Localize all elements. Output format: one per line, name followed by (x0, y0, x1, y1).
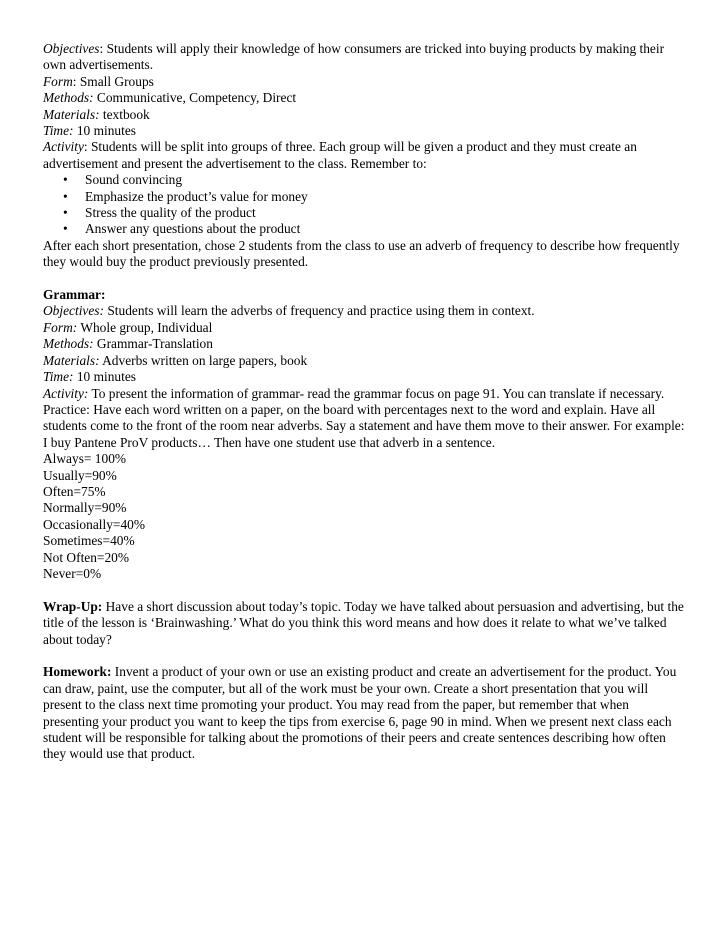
bullet-icon: • (63, 172, 68, 188)
form-label: Form: (43, 319, 78, 335)
adverb-line: Always= 100% (43, 451, 127, 467)
intro-activity (43, 139, 688, 172)
list-item (43, 172, 688, 188)
activity-text: To present the information of grammar- read the grammar focus on page 91. You can translate if necessary. Practice: Have each word written on a paper, on the board with percentages next to the word and explain. Have all students come to the front of the room near adverbs. Say a statement and have them move to their answer. For example: I buy Pantene ProV products… Then have one student use that adverb in a sentence. (43, 385, 685, 450)
activity-text: : Students will be split into groups of three. Each group will be given a product and they must create an advertisement and present the advertisement to the class. Remember to: (43, 139, 637, 171)
adverb-line: Occasionally=40% (43, 516, 145, 532)
grammar-methods (43, 336, 688, 352)
time-label: Time: (43, 369, 74, 385)
grammar-time (43, 369, 688, 385)
grammar-form (43, 320, 688, 336)
spacer (43, 648, 688, 664)
list-item-text: Emphasize the product’s value for money (85, 188, 308, 204)
document-content (43, 41, 688, 763)
intro-form (43, 74, 688, 90)
time-label: Time: (43, 123, 74, 139)
homework-label: Homework: (43, 664, 112, 680)
time-text: 10 minutes (73, 123, 137, 139)
spacer (43, 271, 688, 287)
intro-after-text: After each short presentation, chose 2 students from the class to use an adverb of frequency to describe how frequently they would buy the product previously presented. (43, 237, 680, 270)
objectives-text: : Students will apply their knowledge of how consumers are tricked into buying products by making their own advertisements. (43, 41, 665, 73)
spacer (43, 582, 688, 598)
list-item (43, 205, 688, 221)
adverb-line: Usually=90% (43, 467, 117, 483)
wrapup-paragraph (43, 599, 688, 648)
adverb-line: Normally=90% (43, 500, 127, 516)
wrapup-text: Have a short discussion about today’s topic. Today we have talked about persuasion and advertising, but the title of the lesson is ‘Brainwashing.’ What do you think this word means and how does it relate to what we’ve talked about today? (43, 598, 684, 647)
bullet-icon: • (63, 221, 68, 237)
intro-time (43, 123, 688, 139)
grammar-objectives (43, 303, 688, 319)
list-item-text: Sound convincing (85, 172, 183, 188)
methods-text: Communicative, Competency, Direct (93, 90, 297, 106)
homework-paragraph (43, 664, 688, 762)
list-item-text: Stress the quality of the product (85, 205, 256, 221)
objectives-text: Students will learn the adverbs of frequency and practice using them in context. (103, 303, 535, 319)
intro-materials (43, 107, 688, 123)
bullet-icon: • (63, 188, 68, 204)
form-text: : Small Groups (72, 73, 154, 89)
intro-objectives (43, 41, 688, 74)
objectives-label: Objectives: (43, 303, 104, 319)
methods-text: Grammar-Translation (93, 336, 213, 352)
grammar-materials (43, 353, 688, 369)
list-item (43, 189, 688, 205)
list-item (43, 221, 688, 237)
wrapup-label: Wrap-Up: (43, 598, 103, 614)
form-text: Whole group, Individual (77, 319, 213, 335)
adverb-line: Never=0% (43, 565, 102, 581)
objectives-label: Objectives (43, 41, 100, 56)
activity-label: Activity: (43, 385, 89, 401)
list-item-text: Answer any questions about the product (85, 221, 301, 237)
homework-text: Invent a product of your own or use an existing product and create an advertisement for the product. You can draw, paint, use the computer, but all of the work must be your own. Create a short presentation that you will present to the class next time promoting your product. You may read from the paper, but remember that when presenting your product you want to keep the tips from exercise 6, page 90 in mind. When we present next class each student will be responsible for talking about the promotions of their peers and create sentences describing how often they would use that product. (43, 664, 677, 762)
methods-label: Methods: (43, 90, 94, 106)
adverb-line: Sometimes=40% (43, 533, 135, 549)
tips-list (43, 172, 688, 238)
time-text: 10 minutes (73, 369, 137, 385)
adverb-line: Often=75% (43, 483, 106, 499)
bullet-icon: • (63, 205, 68, 221)
grammar-heading: Grammar: (43, 287, 106, 303)
grammar-activity (43, 386, 688, 452)
materials-text: textbook (99, 106, 150, 122)
activity-label: Activity (43, 139, 84, 155)
materials-label: Materials: (43, 352, 100, 368)
methods-label: Methods: (43, 336, 94, 352)
intro-methods (43, 90, 688, 106)
form-label: Form (43, 73, 73, 89)
materials-text: Adverbs written on large papers, book (99, 352, 308, 368)
materials-label: Materials: (43, 106, 100, 122)
adverb-line: Not Often=20% (43, 549, 130, 565)
